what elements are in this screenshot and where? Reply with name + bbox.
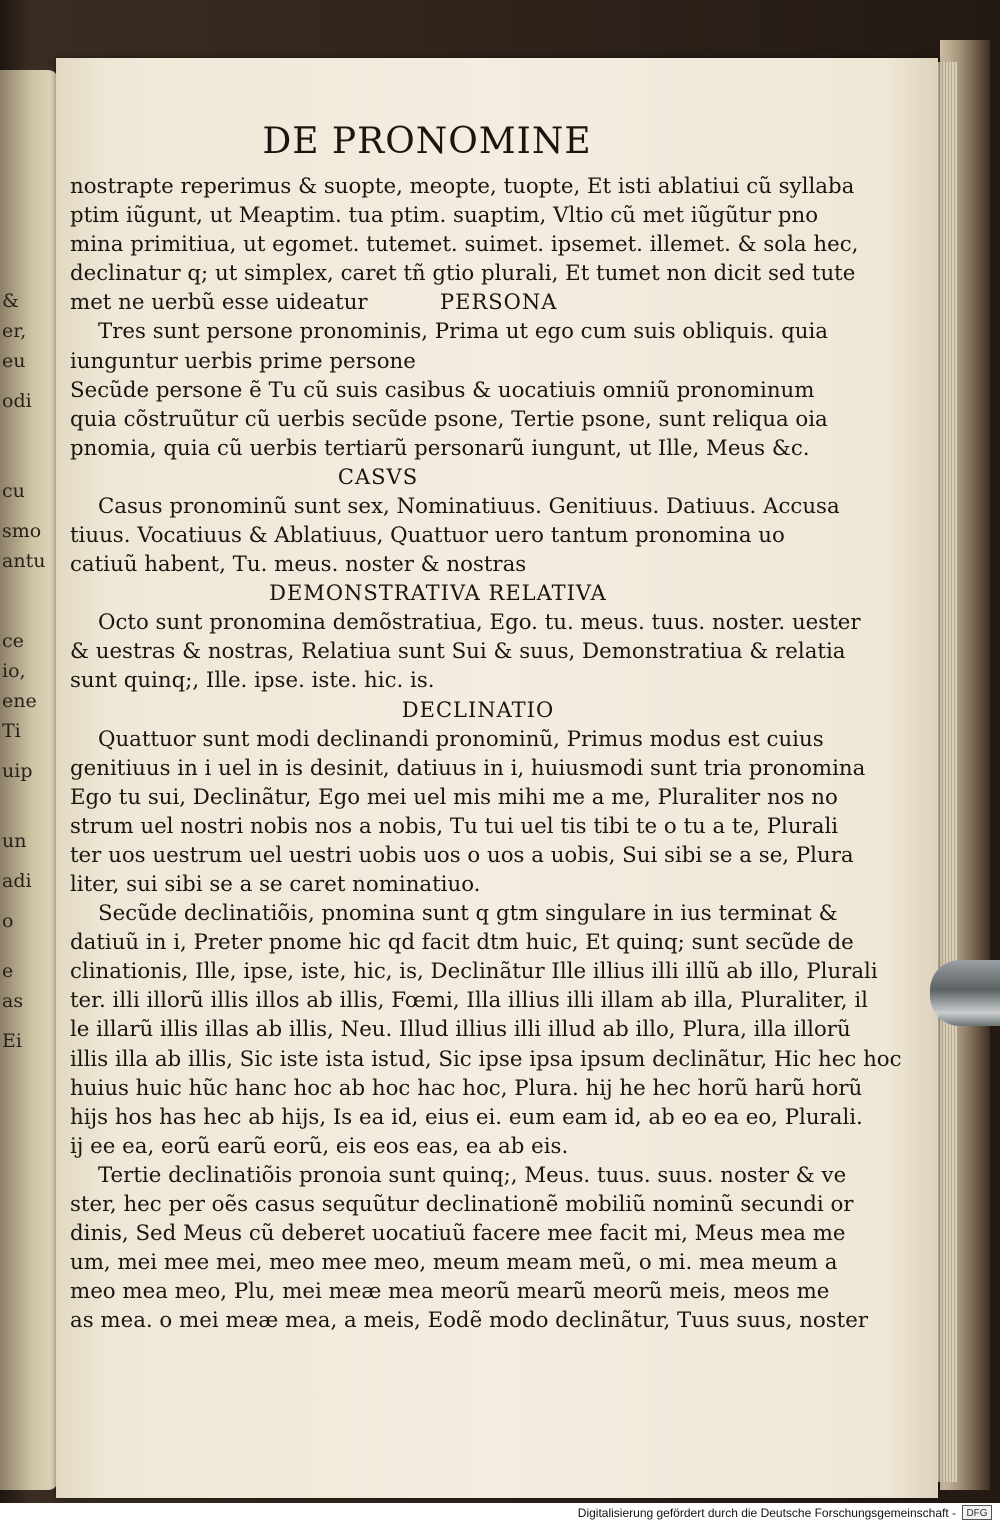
facing-page-fragment: odi bbox=[2, 390, 32, 412]
facing-page-fragment: un bbox=[2, 830, 27, 852]
text-line: mina primitiua, ut egomet. tutemet. suimet. ipsemet. illemet. & sola hec, bbox=[70, 232, 859, 258]
text-line: as mea. o mei meæ mea, a meis, Eodẽ modo declinãtur, Tuus suus, noster bbox=[70, 1308, 869, 1334]
text-line: illis illa ab illis, Sic iste ista istud, Sic ipse ipsa ipsum declinãtur, Hic hec hoc bbox=[70, 1046, 902, 1072]
text-line: tiuus. Vocatiuus & Ablatiuus, Quattuor uero tantum pronomina uo bbox=[70, 523, 785, 549]
text-line: nostrapte reperimus & suopte, meopte, tuopte, Et isti ablatiui cũ syllaba bbox=[70, 174, 855, 199]
text-line: Octo sunt pronomina demõstratiua, Ego. tu. meus. tuus. noster. uester bbox=[98, 610, 861, 636]
facing-page-edge bbox=[0, 70, 58, 1490]
text-line: um, mei mee mei, meo mee meo, meum meam meũ, o mi. mea meum a bbox=[70, 1250, 838, 1276]
page-body bbox=[70, 172, 902, 1335]
facing-page-fragment: er, bbox=[2, 320, 27, 342]
text-line bbox=[70, 288, 776, 317]
text-line: Ego tu sui, Declinãtur, Ego mei uel mis mihi me a me, Pluraliter nos no bbox=[70, 784, 838, 810]
page-text-block bbox=[70, 120, 902, 1335]
text-line-content: met ne uerbũ esse uideatur bbox=[70, 290, 368, 316]
section-heading: PERSONA bbox=[440, 290, 558, 315]
facing-page-fragment: cu bbox=[2, 480, 25, 502]
text-line: declinatur q; ut simplex, caret tñ gtio plurali, Et tumet non dicit sed tute bbox=[70, 261, 856, 287]
text-line: Casus pronominũ sunt sex, Nominatiuus. Genitiuus. Datiuus. Accusa bbox=[98, 493, 840, 519]
text-line: ptim iũgunt, ut Meaptim. tua ptim. suaptim, Vltio cũ met iũgũtur pno bbox=[70, 203, 819, 229]
facing-page-fragment: Ei bbox=[2, 1030, 22, 1052]
text-line: Tertie declinatiõis pronoia sunt quinq;, Meus. tuus. suus. noster & ve bbox=[98, 1162, 847, 1188]
facing-page-fragment: eu bbox=[2, 350, 26, 372]
dfg-logo: DFG bbox=[962, 1505, 992, 1520]
facing-page-fragment: e bbox=[2, 960, 14, 982]
facing-page-fragment: antu bbox=[2, 550, 46, 572]
facing-page-fragment: adi bbox=[2, 870, 32, 892]
text-line: pnomia, quia cũ uerbis tertiarũ personarũ iungunt, ut Ille, Meus &c. bbox=[70, 435, 810, 461]
facing-page-fragment: o bbox=[2, 910, 14, 932]
text-line: meo mea meo, Plu, mei meæ mea meorũ mearũ meorũ meis, meos me bbox=[70, 1279, 830, 1305]
text-line: catiuũ habent, Tu. meus. noster & nostras bbox=[70, 552, 527, 578]
text-line: sunt quinq;, Ille. ipse. iste. hic. is. bbox=[70, 668, 435, 694]
text-line: clinationis, Ille, ipse, iste, hic, is, Declinãtur Ille illius illi illũ ab illo, Plurali bbox=[70, 959, 878, 985]
page-clip bbox=[930, 960, 1000, 1026]
facing-page-fragment: ene bbox=[2, 690, 37, 712]
running-head: DE PRONOMINE bbox=[262, 121, 592, 162]
text-line: quia cõstruũtur cũ uerbis secũde psone, Tertie psone, sunt reliqua oia bbox=[70, 406, 828, 432]
text-line: liter, sui sibi se a se caret nominatiuo. bbox=[70, 871, 481, 897]
section-heading: DECLINATIO bbox=[401, 697, 555, 722]
text-line: le illarũ illis illas ab illis, Neu. Illud illius illi illud ab illo, Plura, illa illorũ bbox=[70, 1017, 851, 1043]
text-line: & uestras & nostras, Relatiua sunt Sui & suus, Demonstratiua & relatia bbox=[70, 639, 846, 665]
text-line: ter uos uestrum uel uestri uobis uos o uos a uobis, Sui sibi se a se, Plura bbox=[70, 842, 854, 868]
funding-credit: Digitalisierung gefördert durch die Deutsche Forschungsgemeinschaft - bbox=[577, 1506, 956, 1520]
text-line: ter. illi illorũ illis illos ab illis, Fœmi, Illa illius illi illam ab illa, Pluraliter, il bbox=[70, 988, 868, 1014]
text-line: Secũde persone ẽ Tu cũ suis casibus & uocatiuis omniũ pronominum bbox=[70, 377, 815, 403]
text-line: iunguntur uerbis prime persone bbox=[70, 348, 416, 374]
facing-page-fragment: as bbox=[2, 990, 24, 1012]
text-line: ster, hec per oẽs casus sequũtur declinationẽ mobiliũ nominũ secundi or bbox=[70, 1192, 854, 1217]
text-line: Tres sunt persone pronominis, Prima ut ego cum suis obliquis. quia bbox=[98, 319, 828, 345]
text-line: dinis, Sed Meus cũ deberet uocatiuũ facere mee facit mi, Meus mea me bbox=[70, 1221, 846, 1247]
text-line: strum uel nostri nobis nos a nobis, Tu tui uel tis tibi te o tu a te, Plurali bbox=[70, 813, 839, 839]
facing-page-fragment: ce bbox=[2, 630, 24, 652]
facing-page-fragment: smo bbox=[2, 520, 42, 542]
text-line: huius huic hũc hanc hoc ab hoc hac hoc, Plura. hij he hec horũ harũ horũ bbox=[70, 1075, 863, 1101]
text-line: genitiuus in i uel in is desinit, datiuus in i, huiusmodi sunt tria pronomina bbox=[70, 755, 866, 781]
text-line: ij ee ea, eorũ earũ eorũ, eis eos eas, ea ab eis. bbox=[70, 1133, 569, 1159]
facing-page-fragment: Ti bbox=[2, 720, 21, 742]
section-heading: CASVS bbox=[337, 464, 419, 489]
facing-page-fragment: io, bbox=[2, 660, 26, 682]
section-heading: DEMONSTRATIVA RELATIVA bbox=[269, 581, 607, 606]
facing-page-fragment: & bbox=[2, 290, 19, 312]
text-line: Secũde declinatiõis, pnomina sunt q gtm singulare in ius terminat & bbox=[98, 901, 838, 927]
text-line: datiuũ in i, Preter pnome hic qd facit dtm huic, Et quinq; sunt secũde de bbox=[70, 930, 854, 956]
text-line: hijs hos has hec ab hijs, Is ea id, eius ei. eum eam id, ab eo ea eo, Plurali. bbox=[70, 1104, 863, 1130]
facing-page-fragment: uip bbox=[2, 760, 33, 782]
text-line: Quattuor sunt modi declinandi pronominũ, Primus modus est cuius bbox=[98, 726, 824, 752]
